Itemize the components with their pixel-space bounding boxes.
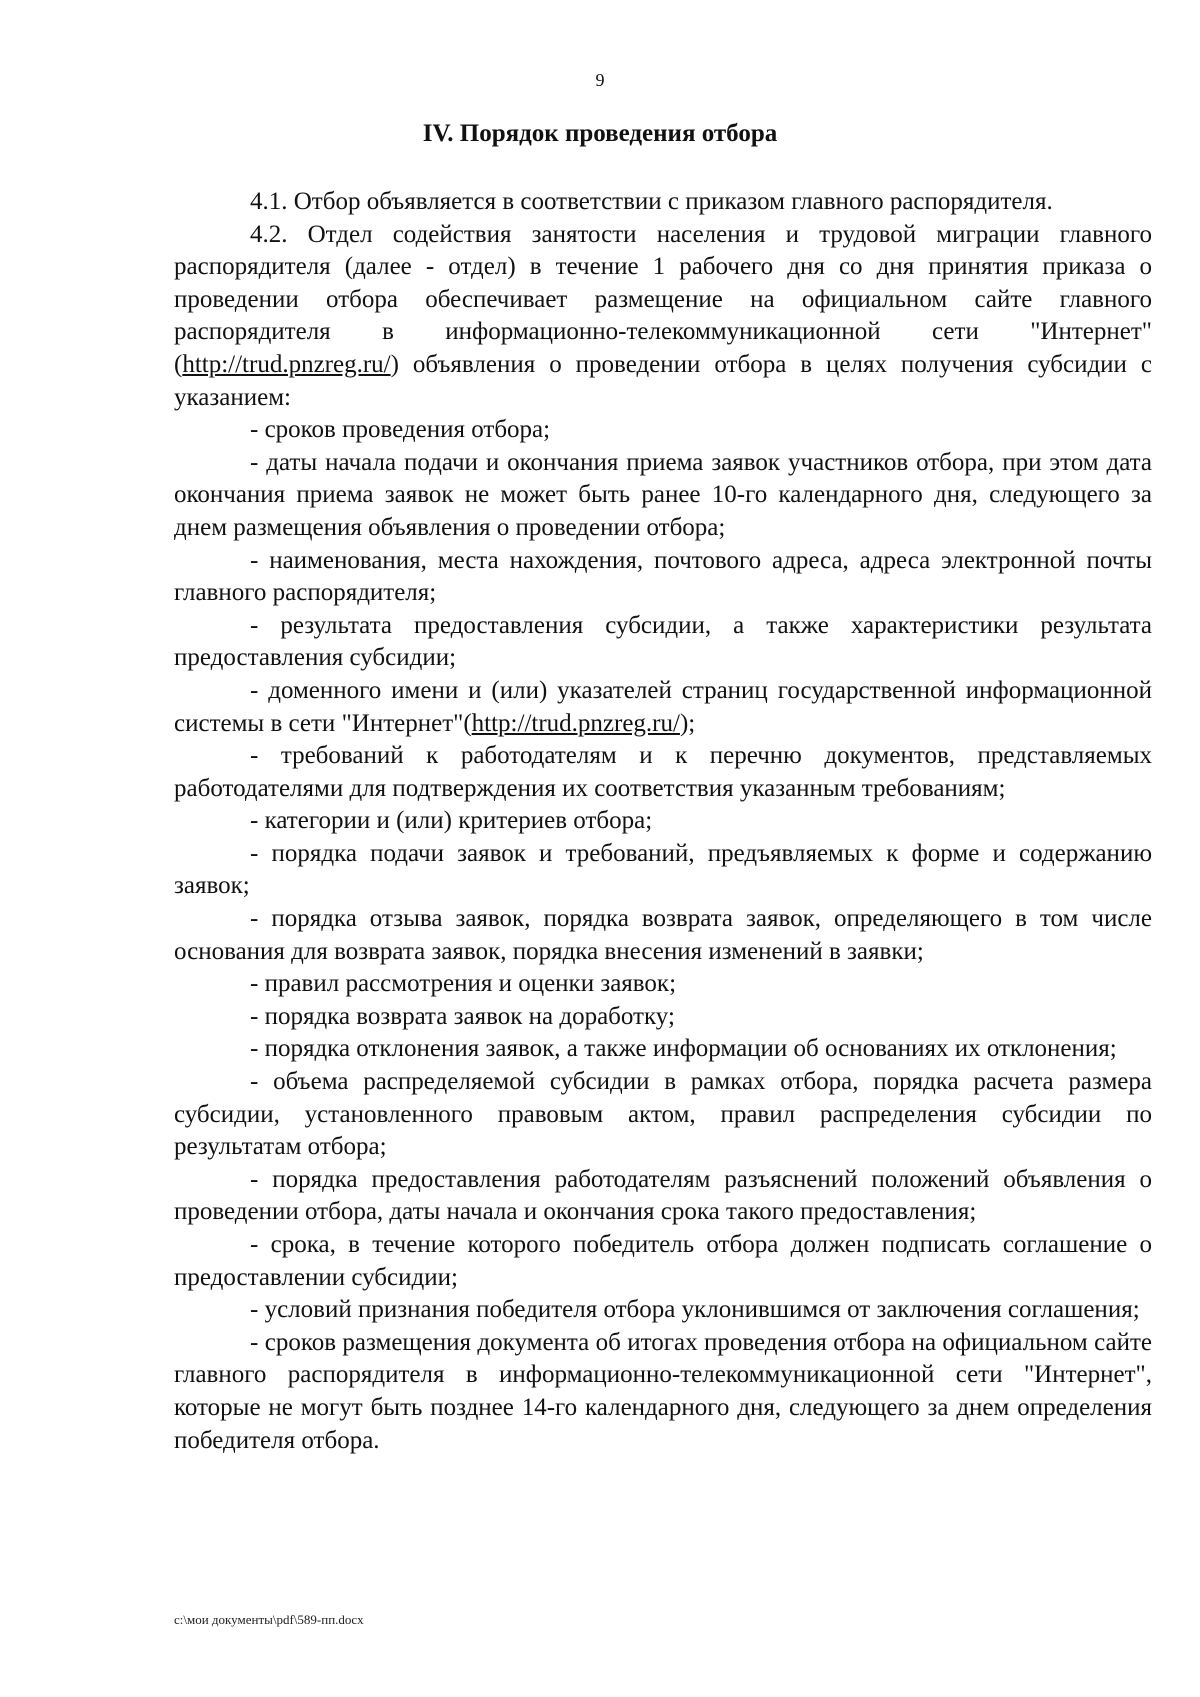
list-item: [174, 805, 1152, 838]
list-item-text-after-link: );: [679, 709, 696, 737]
list-item-text: - объема распределяемой субсидии в рамках отбора, порядка расчета размера субсидии, установленного правовым актом, правил распределения субсидии по результатам отбора;: [174, 1068, 1152, 1161]
section-title: IV. Порядок проведения отбора: [422, 120, 778, 147]
list-item-text: - условий признания победителя отбора уклонившимся от заключения соглашения;: [250, 1296, 1140, 1324]
document-body: [174, 186, 1152, 1457]
list-item-text: - сроков размещения документа об итогах проведения отбора на официальном сайте главного распорядителя в информационно-телекоммуникационной сети "Интернет", которые не могут быть позднее 14-го календарного дня, следующего за днем определения победителя отбора.: [174, 1328, 1152, 1454]
paragraph-text: 4.2. Отдел содействия занятости населения и трудовой миграции главного распорядителя (далее - отдел) в течение 1 рабочего дня со дня принятия приказа о проведении отбора обеспечивает размещение на официальном сайте главного распорядителя в информационно-телекоммуникационной сети "Интернет" (: [174, 220, 1152, 378]
list-item-text: - порядка подачи заявок и требований, предъявляемых к форме и содержанию заявок;: [174, 839, 1152, 900]
site-link[interactable]: http://trud.pnzreg.ru/: [182, 350, 391, 378]
footer-file-path: c:\мои документы\pdf\589-пп.docx: [174, 1612, 364, 1627]
list-item-text: - даты начала подачи и окончания приема заявок участников отбора, при этом дата окончания приема заявок не может быть ранее 10-го календарного дня, следующего за днем размещения объявления о проведении отбора;: [174, 448, 1152, 541]
list-item-text: - доменного имени и (или) указателей страниц государственной информационной системы в сети "Интернет"(: [174, 676, 1152, 737]
list-item: [174, 414, 1152, 447]
list-item: [174, 903, 1152, 968]
list-item: [174, 740, 1152, 805]
list-item-text: - правил рассмотрения и оценки заявок;: [250, 970, 677, 998]
paragraph-4-1: [174, 186, 1152, 219]
paragraph-4-2: [174, 219, 1152, 415]
list-item-text: - результата предоставления субсидии, а также характеристики результата предоставления субсидии;: [174, 611, 1152, 672]
page-number: 9: [595, 70, 605, 90]
list-item: [174, 675, 1152, 740]
list-item-text: - срока, в течение которого победитель отбора должен подписать соглашение о предоставлении субсидии;: [174, 1231, 1152, 1291]
list-item-text: - требований к работодателям и к перечню документов, представляемых работодателями для подтверждения их соответствия указанным требованиям;: [174, 742, 1152, 802]
list-item: [174, 1294, 1152, 1327]
list-item-text: - порядка отзыва заявок, порядка возврата заявок, определяющего в том числе основания для возврата заявок, порядка внесения изменений в заявки;: [174, 905, 1152, 965]
list-item: [174, 610, 1152, 675]
list-item: [174, 1033, 1152, 1066]
paragraph-text: 4.1. Отбор объявляется в соответствии с приказом главного распорядителя.: [250, 188, 1053, 215]
list-item-text: - порядка предоставления работодателям разъяснений положений объявления о проведении отбора, даты начала и окончания срока такого предоставления;: [174, 1165, 1152, 1226]
list-item-text: - сроков проведения отбора;: [250, 416, 551, 444]
list-item-text: - порядка отклонения заявок, а также информации об основаниях их отклонения;: [250, 1035, 1117, 1063]
list-item-text: - наименования, места нахождения, почтового адреса, адреса электронной почты главного распорядителя;: [174, 546, 1152, 607]
list-item: [174, 968, 1152, 1001]
list-item: [174, 1164, 1152, 1229]
list-item-text: - порядка возврата заявок на доработку;: [250, 1002, 675, 1030]
list-item: [174, 1229, 1152, 1294]
list-item: [174, 1066, 1152, 1164]
list-item: [174, 838, 1152, 903]
list-item: [174, 1001, 1152, 1034]
list-item: [174, 545, 1152, 610]
list-item: [174, 447, 1152, 545]
site-link[interactable]: http://trud.pnzreg.ru/: [471, 709, 680, 737]
paragraph-text-after-link: ) объявления о проведении отбора в целях получения субсидии с указанием:: [174, 350, 1152, 411]
list-item-text: - категории и (или) критериев отбора;: [250, 807, 653, 835]
list-item: [174, 1327, 1152, 1457]
